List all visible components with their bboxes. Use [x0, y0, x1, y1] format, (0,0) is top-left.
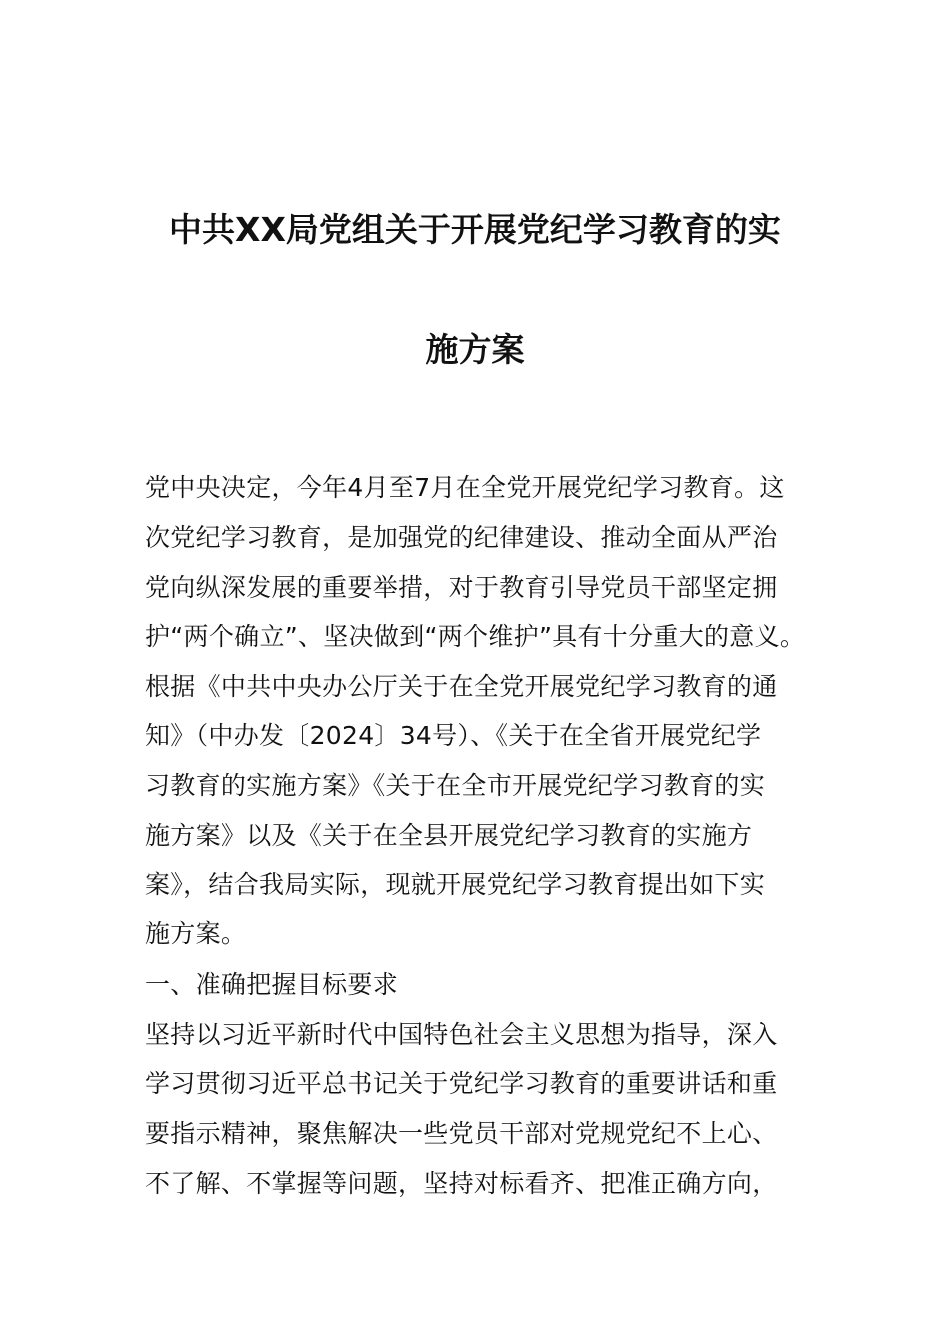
- paragraph-line: 不了解、不掌握等问题，坚持对标看齐、把准正确方向，: [145, 1169, 778, 1198]
- paragraph-line: 党向纵深发展的重要举措，对于教育引导党员干部坚定拥: [145, 573, 778, 602]
- paragraph-line: 知》（中办发〔2024〕34号）、《关于在全省开展党纪学: [145, 721, 762, 750]
- paragraph-line: 坚持以习近平新时代中国特色社会主义思想为指导，深入: [145, 1020, 778, 1049]
- document-title-line-2: 施方案: [425, 330, 525, 369]
- paragraph-line: 学习贯彻习近平总书记关于党纪学习教育的重要讲话和重: [145, 1069, 778, 1098]
- paragraph-line: 施方案》以及《关于在全县开展党纪学习教育的实施方: [145, 821, 753, 850]
- paragraph-line: 案》，结合我局实际，现就开展党纪学习教育提出如下实: [145, 870, 766, 899]
- section-heading: 一、准确把握目标要求: [145, 970, 399, 999]
- paragraph-line: 习教育的实施方案》《关于在全市开展党纪学习教育的实: [145, 771, 766, 800]
- paragraph-line: 党中央决定，今年4月至7月在全党开展党纪学习教育。这: [145, 473, 785, 502]
- paragraph-line: 根据《中共中央办公厅关于在全党开展党纪学习教育的通: [145, 672, 778, 701]
- paragraph-line: 施方案。: [145, 919, 247, 948]
- paragraph-line: 要指示精神，聚焦解决一些党员干部对党规党纪不上心、: [145, 1119, 778, 1148]
- document-title-line-1: 中共XX局党组关于开展党纪学习教育的实: [169, 210, 781, 249]
- paragraph-line: 次党纪学习教育，是加强党的纪律建设、推动全面从严治: [145, 523, 778, 552]
- paragraph-line: 护“两个确立”、坚决做到“两个维护”具有十分重大的意义。: [145, 622, 806, 651]
